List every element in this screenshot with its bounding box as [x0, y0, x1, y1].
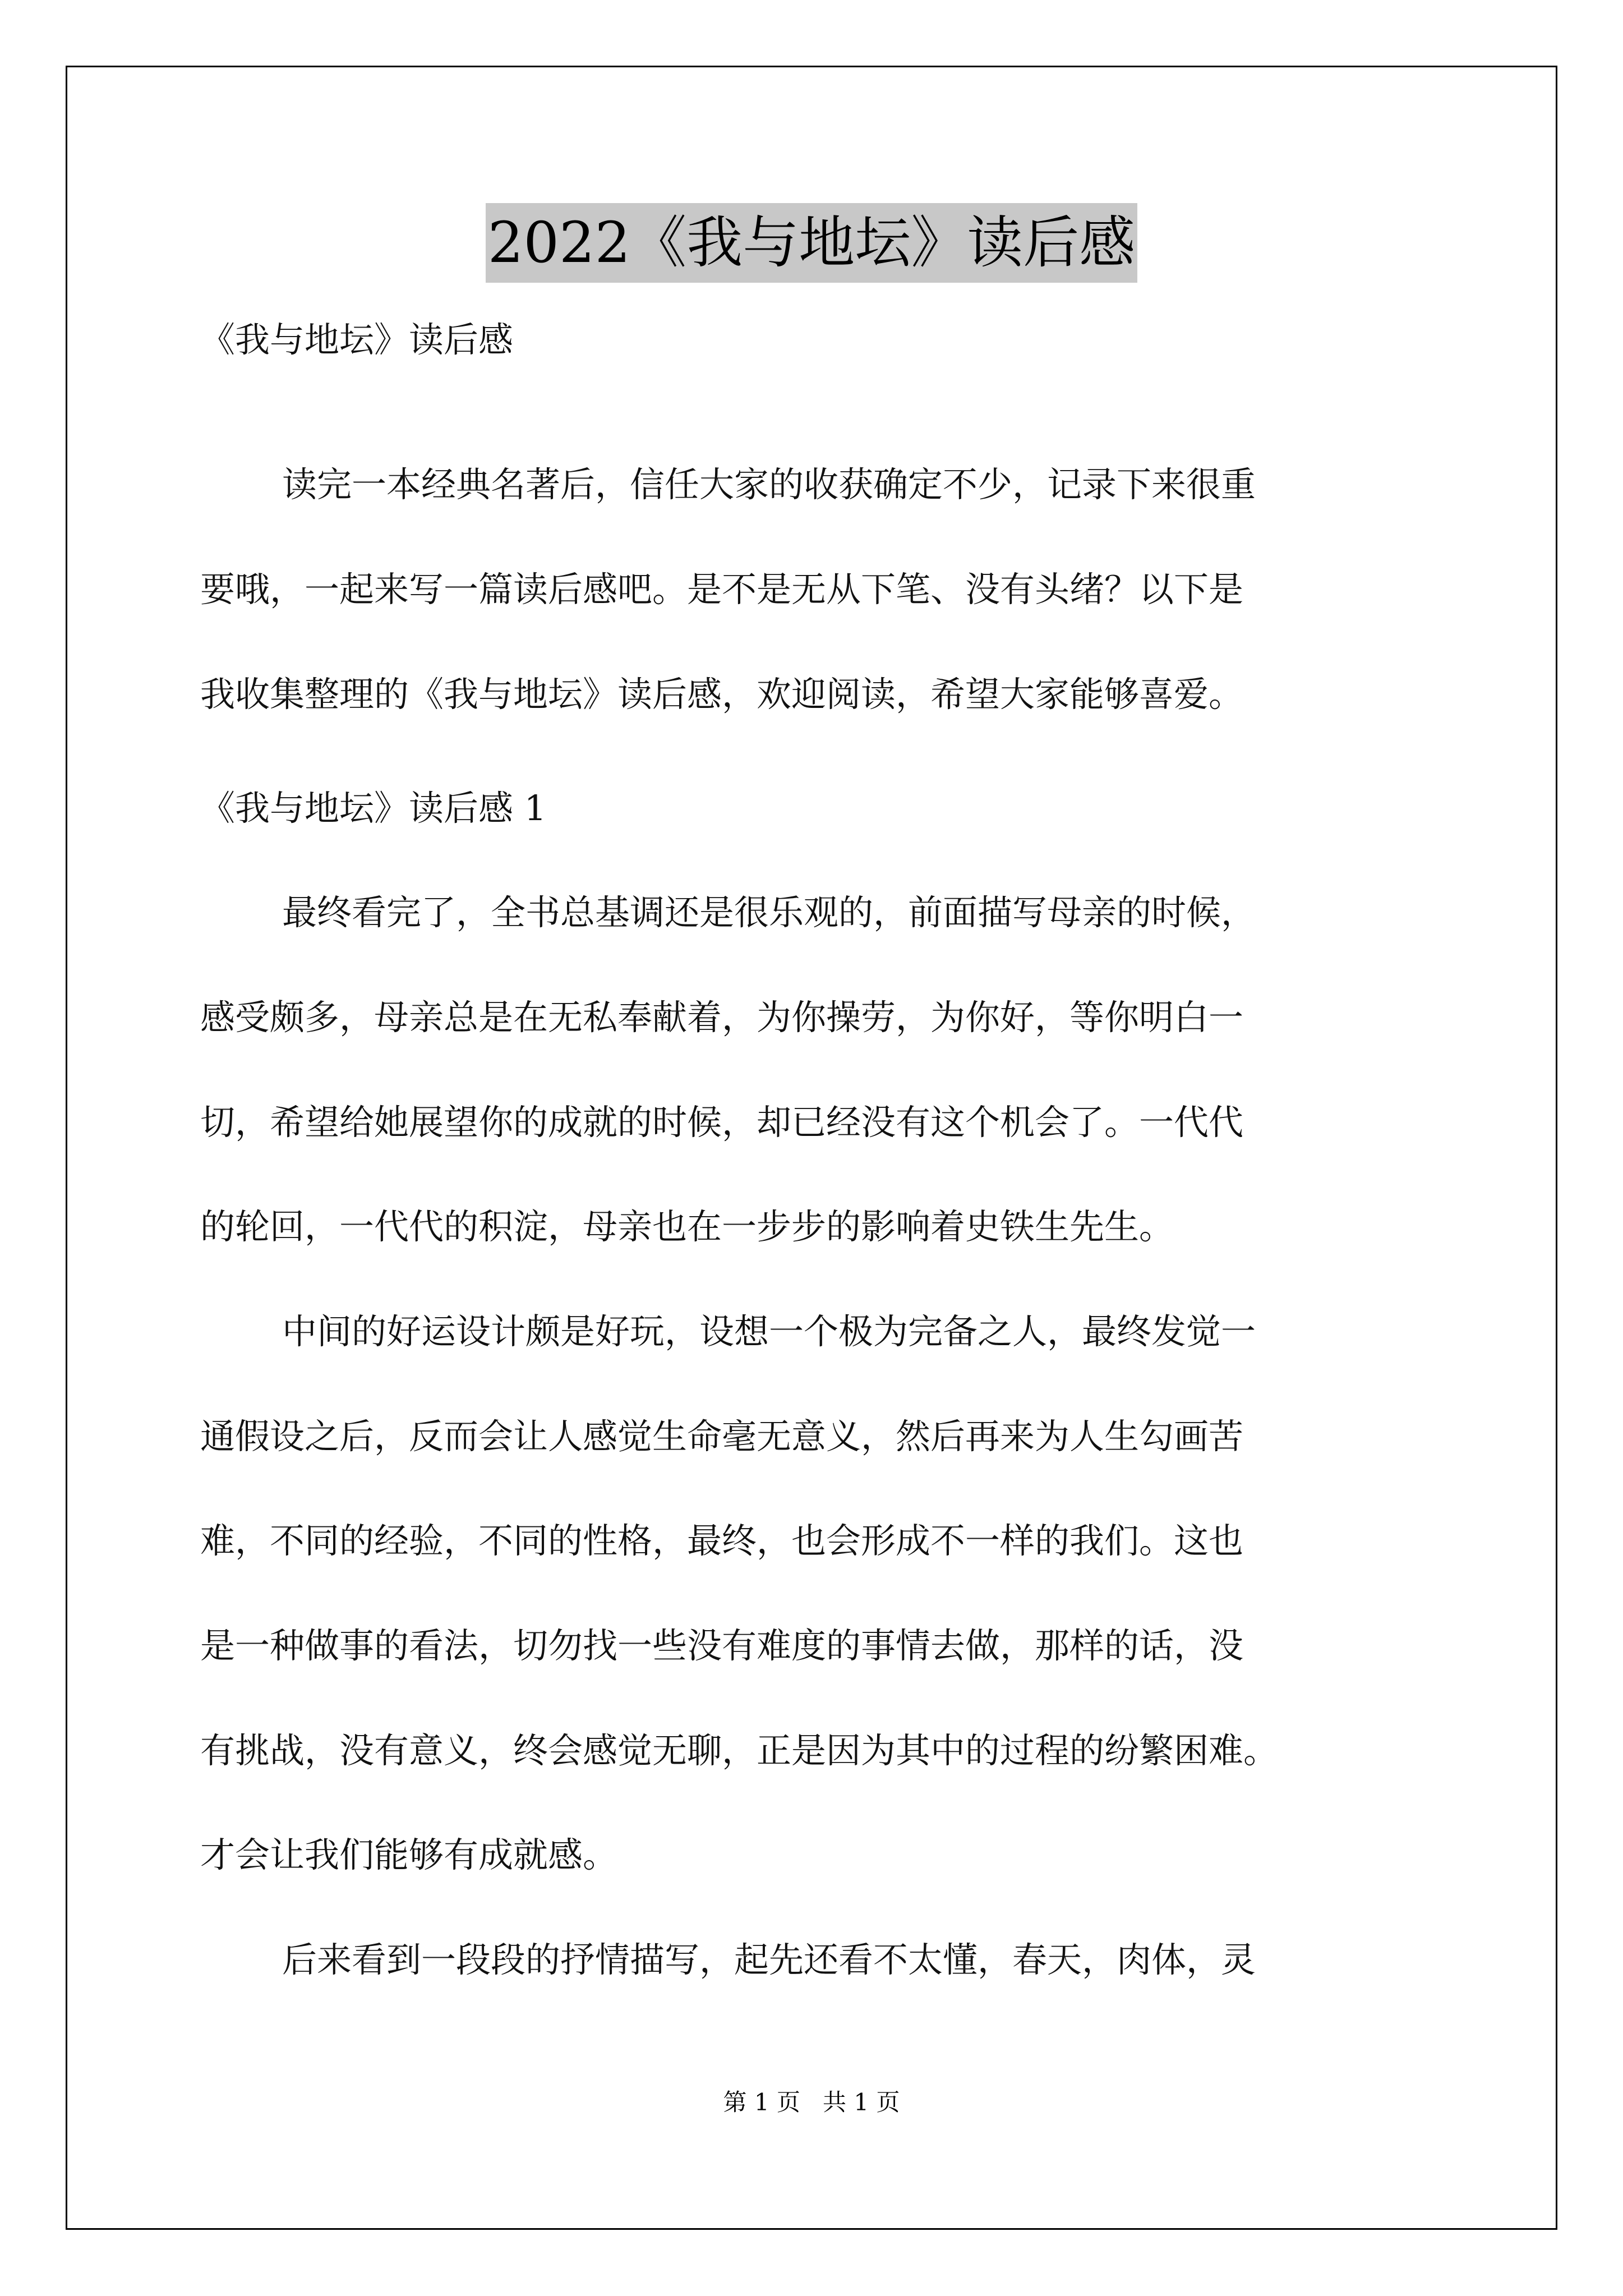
- paragraph-line: 是一种做事的看法，切勿找一些没有难度的事情去做，那样的话，没: [200, 1625, 1244, 1666]
- paragraph-line: 我收集整理的《我与地坛》读后感，欢迎阅读，希望大家能够喜爱。: [200, 674, 1244, 715]
- paragraph-line: 后来看到一段段的抒情描写，起先还看不太懂，春天，肉体，灵: [282, 1939, 1256, 1980]
- page-footer: 第 1 页 共 1 页: [723, 2088, 900, 2116]
- subtitle-line: 《我与地坛》读后感: [200, 319, 514, 360]
- paragraph-line: 才会让我们能够有成就感。: [200, 1834, 618, 1875]
- title-container: [0, 203, 1623, 283]
- paragraph-line: 感受颇多，母亲总是在无私奉献着，为你操劳，为你好，等你明白一: [200, 997, 1244, 1038]
- paragraph-line: 读完一本经典名著后，信任大家的收获确定不少，记录下来很重: [282, 464, 1256, 505]
- paragraph-line: 中间的好运设计颇是好玩，设想一个极为完备之人，最终发觉一: [282, 1311, 1256, 1352]
- paragraph-line: 有挑战，没有意义，终会感觉无聊，正是因为其中的过程的纷繁困难。: [200, 1730, 1279, 1771]
- paragraph-line: 要哦，一起来写一篇读后感吧。是不是无从下笔、没有头绪？以下是: [200, 569, 1244, 610]
- paragraph-line: 切，希望给她展望你的成就的时候，却已经没有这个机会了。一代代: [200, 1102, 1244, 1143]
- paragraph-line: 的轮回，一代代的积淀，母亲也在一步步的影响着史铁生先生。: [200, 1206, 1174, 1247]
- paragraph-line: 难，不同的经验，不同的性格，最终，也会形成不一样的我们。这也: [200, 1520, 1244, 1561]
- paragraph-line: 最终看完了，全书总基调还是很乐观的，前面描写母亲的时候，: [282, 892, 1256, 933]
- document-title: 2022《我与地坛》读后感: [486, 203, 1138, 283]
- paragraph-line: 通假设之后，反而会让人感觉生命毫无意义，然后再来为人生勾画苦: [200, 1416, 1244, 1457]
- page-border: [66, 66, 1557, 2230]
- section-heading: 《我与地坛》读后感 1: [200, 788, 547, 829]
